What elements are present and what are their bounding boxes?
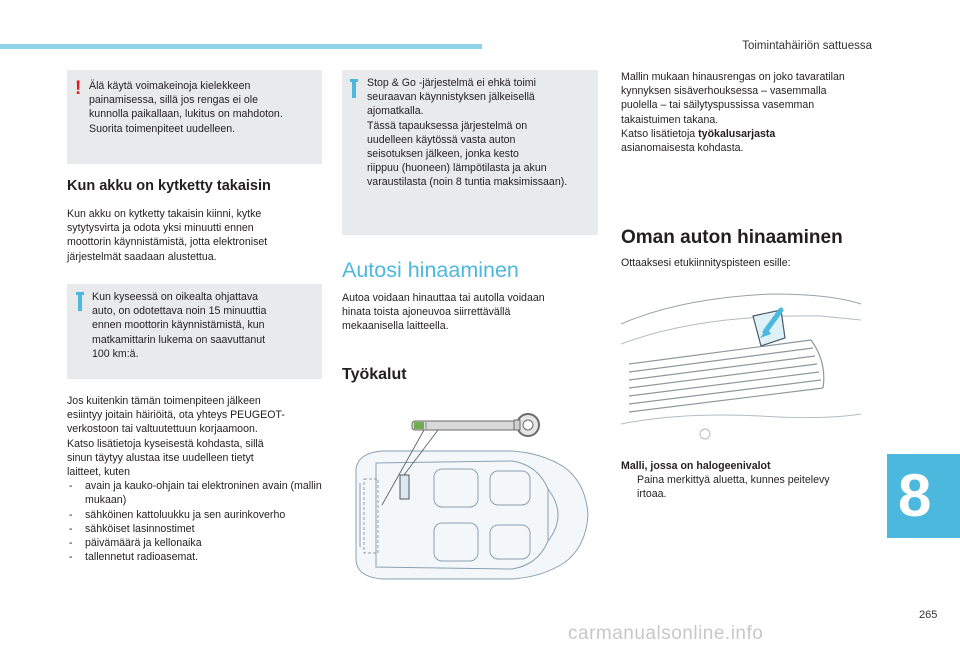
info-icon bbox=[352, 79, 356, 98]
reset-list bbox=[67, 479, 329, 564]
warning-line: Älä käytä voimakeinoja kielekkeen bbox=[89, 80, 251, 92]
warning-line: Suorita toimenpiteet uudelleen. bbox=[89, 122, 236, 135]
tool-bag-icon bbox=[400, 475, 409, 499]
toolkit-reference: työkalusarjasta bbox=[698, 127, 776, 140]
section-heading-tools: Työkalut bbox=[342, 366, 407, 383]
list-item: - sähköinen kattoluukku ja sen aurinkoverho bbox=[67, 508, 329, 522]
battery-paragraph: Kun akku on kytketty takaisin kiinni, kytke sytytysvirta ja odota yksi minuutti ennen moottorin käynnistämistä, jotta elektroniset järjestelmät saadaan alustettua. bbox=[67, 208, 268, 263]
warning-line: kunnolla paikallaan, lukitus on mahdoton. bbox=[89, 108, 283, 121]
towing-eye-paragraph: Mallin mukaan hinausrengas on joko tavaratilan kynnyksen sisäverhouksessa – vasemmalla puolella – tai säilytyspussissa vasemman takaistuimen takana. Katso lisätietoja työkalusarjasta asianomaisesta kohdasta. bbox=[621, 71, 845, 155]
warning-box bbox=[67, 70, 322, 164]
list-item: - sähköiset lasinnostimet bbox=[67, 522, 329, 536]
towing-paragraph: Autoa voidaan hinauttaa tai autolla voidaan hinata toista ajoneuvoa siirrettävällä mekaanisella laitteella. bbox=[342, 292, 545, 333]
header-bar bbox=[0, 44, 482, 49]
front-bumper-illustration bbox=[621, 284, 861, 446]
info-icon bbox=[78, 292, 82, 311]
chapter-number: 8 bbox=[898, 462, 932, 529]
list-item: - tallennetut radioasemat. bbox=[67, 550, 329, 564]
problems-paragraph: Jos kuitenkin tämän toimenpiteen jälkeen esiintyy joitain häiriöitä, ota yhteys PEUGEOT- verkostoon tai valtuutettuun korjaamoon. Katso lisätietoja kyseisestä kohdasta, sillä sinun täytyy alustaa itse uudelleen tietyt laitteet, kuten - avain ja kauko-ohjain tai elektroninen avain (mallin mukaan) - sähköinen kattoluukku ja sen aurinkoverho - sähköiset lasinnostimet - päivämäärä ja kellonaika - tallennetut radioasemat. bbox=[67, 394, 329, 564]
info-box-stopgo: Stop & Go -järjestelmä ei ehkä toimi seuraavan käynnistyksen jälkeisellä ajomatkalla. Tässä tapauksessa järjestelmä on uudelleen käytössä vasta auton seisotuksen jälkeen, jonka kesto riippuu (huoneen) lämpötilasta ja akun varaustilasta (noin 8 tuntia maksimissaan). bbox=[342, 70, 598, 235]
page-number: 265 bbox=[919, 609, 938, 621]
list-item: - päivämäärä ja kellonaika bbox=[67, 536, 329, 550]
running-title: Toimintahäiriön sattuessa bbox=[742, 40, 872, 52]
caption: Malli, jossa on halogeenivalot bbox=[621, 460, 771, 472]
warning-line: painamisessa, sillä jos rengas ei ole bbox=[89, 94, 258, 107]
car-top-view-icon bbox=[356, 451, 588, 579]
list-item: - avain ja kauko-ohjain tai elektroninen avain (mallin mukaan) bbox=[67, 479, 329, 507]
section-heading-battery: Kun akku on kytketty takaisin bbox=[67, 178, 271, 194]
watermark: carmanualsonline.info bbox=[568, 623, 764, 644]
own-car-intro: Ottaaksesi etukiinnityspisteen esille: bbox=[621, 257, 791, 269]
info-box-rhd: Kun kyseessä on oikealta ohjattava auto, on odotettava noin 15 minuuttia ennen moottorin käynnistämistä, kun matkamittarin lukema on saavuttanut 100 km:ä. bbox=[67, 284, 322, 379]
towing-eye-icon bbox=[412, 414, 539, 436]
warning-icon: ! bbox=[75, 78, 82, 99]
section-heading-towing: Autosi hinaaminen bbox=[342, 258, 519, 282]
section-heading-own-car: Oman auton hinaaminen bbox=[621, 227, 843, 248]
step-text: Paina merkittyä aluetta, kunnes peitelevy irtoaa. bbox=[637, 474, 830, 501]
tools-illustration bbox=[342, 405, 598, 585]
